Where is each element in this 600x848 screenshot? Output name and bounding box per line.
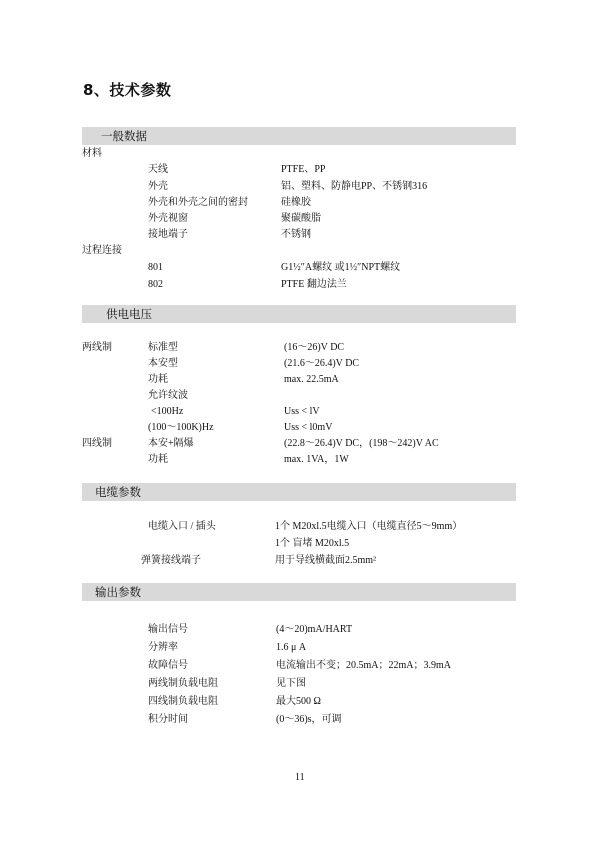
two-wire-label: 两线制 [82, 342, 112, 353]
param-label: 功耗 [148, 374, 168, 385]
param-value: 不锈钢 [281, 229, 311, 240]
param-label: 本安型 [148, 358, 178, 369]
param-value: PTFE 翻边法兰 [281, 279, 347, 290]
param-label: 功耗 [148, 454, 168, 465]
param-value: Uss < l0mV [284, 422, 333, 433]
four-wire-label: 四线制 [82, 438, 112, 449]
param-label: 电缆入口 / 插头 [148, 521, 216, 532]
param-label: 本安+隔爆 [148, 438, 194, 449]
param-label: 标准型 [148, 342, 178, 353]
param-label: 分辨率 [148, 642, 178, 653]
section-header-power [82, 305, 516, 323]
param-value: max. 1VA，1W [284, 454, 349, 465]
param-label: (100～100K)Hz [148, 422, 214, 433]
param-value: (4～20)mA/HART [276, 624, 353, 635]
param-label: 输出信号 [148, 624, 188, 635]
param-value: max. 22.5mA [284, 374, 339, 385]
param-label: <100Hz [151, 406, 184, 417]
section-title: 输出参数 [95, 585, 141, 599]
page-number: 11 [295, 772, 305, 783]
param-value: 1个 盲堵 M20xl.5 [275, 538, 350, 549]
page-title: 8、技术参数 [83, 81, 172, 99]
param-value: Uss < lV [284, 406, 320, 417]
param-value: (16～26)V DC [284, 342, 345, 353]
section-title: 电缆参数 [95, 485, 141, 499]
param-label: 外壳和外壳之间的密封 [148, 197, 248, 208]
param-value: 聚碳酸脂 [281, 213, 321, 224]
materials-label: 材料 [82, 148, 102, 159]
param-label: 801 [148, 262, 163, 273]
param-value: 见下图 [276, 678, 306, 689]
section-header-general [82, 127, 516, 145]
param-value: G1½″A螺纹 或1½″NPT螺纹 [281, 262, 401, 273]
param-label: 四线制负载电阻 [148, 696, 218, 707]
param-value: 最大500 Ω [276, 696, 321, 707]
param-value: 硅橡胶 [281, 197, 311, 208]
param-value: (0～36)s，可调 [276, 714, 342, 725]
param-label: 两线制负载电阻 [148, 678, 218, 689]
section-title: 一般数据 [101, 129, 147, 143]
param-label: 接地端子 [148, 229, 188, 240]
section-header-cable [82, 483, 516, 501]
param-value: PTFE、PP [281, 164, 326, 175]
param-value: 铝、塑料、防静电PP、不锈钢316 [281, 181, 428, 192]
param-label: 外壳视窗 [148, 213, 188, 224]
param-label: 故障信号 [148, 660, 188, 671]
param-label: 积分时间 [148, 714, 188, 725]
param-label: 允许纹波 [148, 390, 188, 401]
process-connection-label: 过程连接 [82, 245, 122, 256]
param-label: 外壳 [148, 181, 168, 192]
section-header-output [82, 583, 516, 601]
param-value: (21.6～26.4)V DC [284, 358, 360, 369]
section-title: 供电电压 [106, 307, 152, 321]
param-value: (22.8～26.4)V DC，(198～242)V AC [284, 438, 439, 449]
param-value: 1.6 μ A [276, 642, 307, 653]
param-value: 1个 M20xl.5电缆入口（电缆直径5～9mm） [275, 521, 463, 532]
param-value: 电流输出不变；20.5mA；22mA；3.9mA [276, 660, 451, 671]
param-label: 802 [148, 279, 163, 290]
param-label: 天线 [148, 164, 168, 175]
param-value: 用于导线横截面2.5mm² [275, 555, 377, 566]
param-label: 弹簧接线端子 [141, 555, 201, 566]
